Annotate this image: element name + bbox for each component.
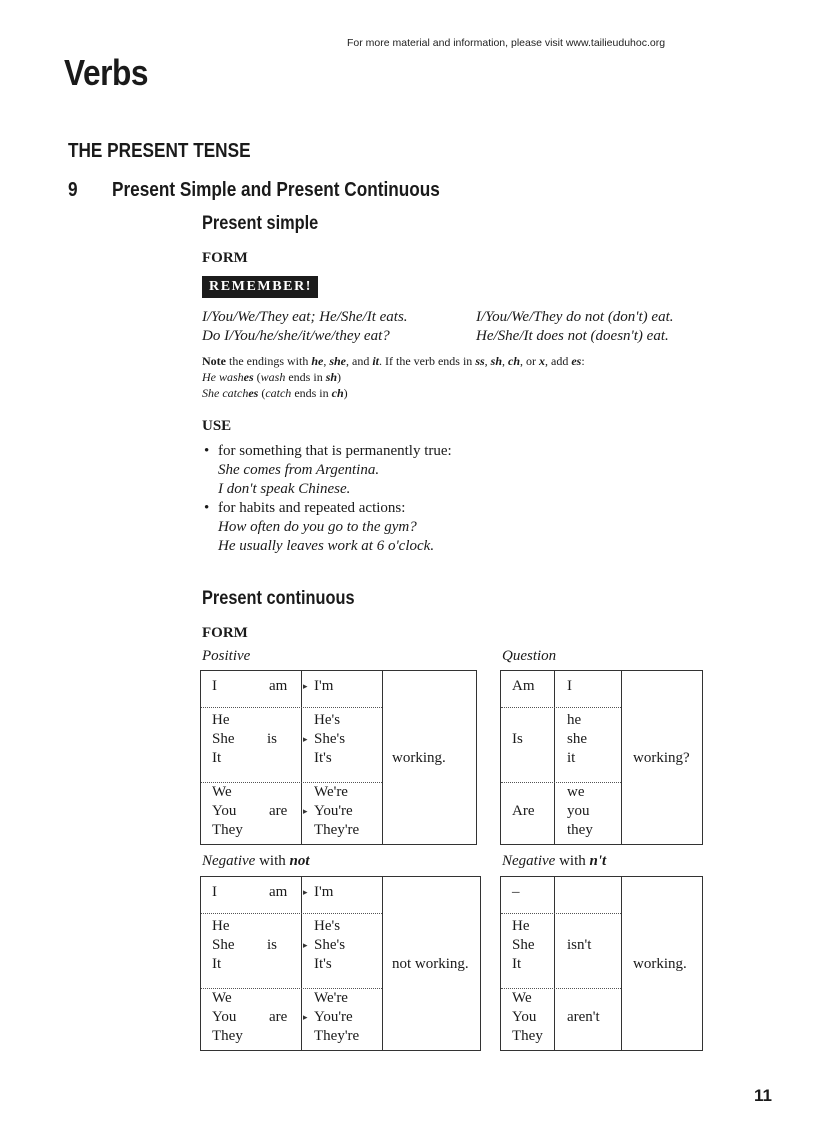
note-example-word: catch (265, 386, 292, 400)
note-text: : (581, 354, 585, 368)
use-item-text: for something that is permanently true: (218, 443, 452, 459)
contraction-cell: It's (314, 750, 332, 766)
remember-badge: REMEMBER! (202, 276, 318, 298)
subject-cell: It (212, 956, 222, 972)
subject-cell: he (567, 712, 582, 728)
row-divider (201, 913, 382, 914)
use-item-text: for habits and repeated actions: (218, 500, 406, 516)
use-item (204, 499, 452, 518)
subject-cell: it (567, 750, 576, 766)
note-she: she (329, 354, 346, 368)
page-number: 11 (754, 1086, 772, 1105)
note-example-text: ) (337, 370, 342, 384)
subject-cell: We (512, 990, 532, 1006)
note-text: , or (520, 354, 539, 368)
note-label: Note (202, 354, 226, 368)
column-divider (382, 877, 383, 1050)
note-sh: sh (490, 354, 502, 368)
note-example-text: ends in (285, 370, 326, 384)
note-example-word: wash (260, 370, 286, 384)
use-list (204, 442, 452, 556)
use-example: She comes from Argentina. (218, 462, 380, 478)
note-ss: ss (475, 354, 485, 368)
verb-cell: Am (512, 678, 535, 694)
note-text: . If the verb ends in (379, 354, 476, 368)
subject-cell: They (212, 822, 243, 838)
remember-line-left-2: Do I/You/he/she/it/we/they eat? (202, 328, 390, 344)
contraction-cell: You're (314, 1009, 353, 1025)
note-line (202, 354, 585, 369)
subject-cell: It (512, 956, 522, 972)
contraction-cell: She's (314, 731, 346, 747)
note-example-text: ) (343, 386, 348, 400)
section-title: THE PRESENT TENSE (68, 140, 251, 162)
note-example-ending: ch (331, 386, 344, 400)
note-text: , (502, 354, 508, 368)
contraction-cell: You're (314, 803, 353, 819)
use-label: USE (202, 418, 232, 434)
subject-cell: He (512, 918, 530, 934)
negative-nt-caption (502, 853, 606, 870)
note-example-text: He wash (202, 370, 244, 384)
bullet-icon: • (204, 443, 210, 459)
contraction-cell: They're (314, 822, 360, 838)
subject-cell: you (567, 803, 590, 819)
subject-cell: They (512, 1028, 543, 1044)
arrow-icon: ▸ (303, 887, 308, 897)
column-divider (621, 877, 622, 1050)
question-table (500, 670, 703, 845)
subject-cell: He (212, 918, 230, 934)
negative-caption-keyword: not (289, 853, 310, 869)
note-example (202, 370, 341, 385)
note-text: , (484, 354, 491, 368)
note-he: he (311, 354, 324, 368)
verb-cell: am (269, 678, 288, 694)
note-example-text: ends in (291, 386, 332, 400)
contraction-cell: We're (314, 784, 348, 800)
column-divider (382, 671, 383, 844)
note-text: , (323, 354, 330, 368)
ending-cell: not working. (392, 956, 469, 972)
ending-cell: working? (633, 750, 690, 766)
negative-caption-text: Negative (202, 853, 256, 869)
verb-cell: Is (512, 731, 523, 747)
column-divider (554, 877, 555, 1050)
negative-caption-text: Negative (502, 853, 556, 869)
subject-cell: She (212, 731, 235, 747)
ending-cell: working. (392, 750, 446, 766)
note-text: the endings with (226, 354, 312, 368)
column-divider (301, 877, 302, 1050)
bullet-icon: • (204, 500, 210, 516)
unit-title: Present Simple and Present Continuous (112, 179, 440, 201)
unit-number: 9 (68, 179, 78, 201)
present-simple-heading: Present simple (202, 213, 319, 234)
verb-cell: is (267, 937, 278, 953)
subject-cell: We (212, 784, 232, 800)
verb-cell: is (267, 731, 278, 747)
note-ch: ch (508, 354, 520, 368)
verb-cell: am (269, 884, 288, 900)
arrow-icon: ▸ (303, 806, 308, 816)
subject-cell: We (212, 990, 232, 1006)
subject-cell: They (212, 1028, 243, 1044)
ending-cell: working. (633, 956, 687, 972)
subject-cell: She (212, 937, 235, 953)
subject-cell: She (512, 937, 535, 953)
negative-caption-text: with (555, 853, 590, 869)
verb-cell: are (269, 1009, 288, 1025)
row-divider (201, 707, 382, 708)
use-item (204, 442, 452, 461)
row-divider (501, 913, 621, 914)
arrow-icon: ▸ (303, 1012, 308, 1022)
contraction-cell: We're (314, 990, 348, 1006)
note-example-ending: es (243, 370, 254, 384)
column-divider (621, 671, 622, 844)
header-visit-line: For more material and information, please visit www.tailieuduhoc.org (347, 37, 666, 49)
negative-nt-table (500, 876, 703, 1051)
subject-cell: It (212, 750, 222, 766)
chapter-title: Verbs (64, 52, 149, 93)
question-caption-text: Question (502, 648, 557, 664)
use-example: I don't speak Chinese. (218, 481, 351, 497)
contraction-cell: They're (314, 1028, 360, 1044)
negative-caption-keyword: n't (589, 853, 607, 869)
verb-cell: aren't (567, 1009, 600, 1025)
question-caption (502, 648, 556, 665)
subject-cell: they (567, 822, 593, 838)
note-text: , and (346, 354, 373, 368)
subject-cell: You (512, 1009, 537, 1025)
remember-line-left-1: I/You/We/They eat; He/She/It eats. (202, 309, 408, 325)
subject-cell: I (212, 884, 217, 900)
remember-line-right-1: I/You/We/They do not (don't) eat. (476, 309, 674, 325)
row-divider (501, 782, 621, 783)
negative-not-table (200, 876, 481, 1051)
note-it: it (372, 354, 379, 368)
contraction-cell: She's (314, 937, 346, 953)
use-example: How often do you go to the gym? (218, 519, 417, 535)
subject-cell: she (567, 731, 587, 747)
subject-cell: He (212, 712, 230, 728)
positive-caption-text: Positive (202, 648, 251, 664)
positive-table (200, 670, 477, 845)
note-example-text: She catch (202, 386, 249, 400)
column-divider (301, 671, 302, 844)
present-simple-form-label: FORM (202, 250, 248, 266)
contraction-cell: It's (314, 956, 332, 972)
subject-cell: we (567, 784, 585, 800)
present-continuous-form-label: FORM (202, 625, 248, 641)
note-example (202, 386, 348, 401)
verb-cell: isn't (567, 937, 592, 953)
arrow-icon: ▸ (303, 940, 308, 950)
row-divider (501, 707, 621, 708)
verb-cell: are (269, 803, 288, 819)
note-example-ending: sh (325, 370, 338, 384)
note-example-text: ( (253, 370, 261, 384)
use-example: He usually leaves work at 6 o'clock. (218, 538, 435, 554)
contraction-cell: He's (314, 918, 341, 934)
verb-cell: Are (512, 803, 535, 819)
subject-cell: – (512, 884, 520, 900)
contraction-cell: I'm (314, 884, 334, 900)
note-x: x (539, 354, 545, 368)
contraction-cell: I'm (314, 678, 334, 694)
remember-line-right-2: He/She/It does not (doesn't) eat. (476, 328, 669, 344)
contraction-cell: He's (314, 712, 341, 728)
negative-caption-text: with (255, 853, 290, 869)
subject-cell: You (212, 1009, 237, 1025)
negative-not-caption (202, 853, 310, 870)
positive-caption (202, 648, 250, 665)
subject-cell: You (212, 803, 237, 819)
arrow-icon: ▸ (303, 734, 308, 744)
note-text: , add (545, 354, 572, 368)
note-example-ending: es (248, 386, 259, 400)
subject-cell: I (567, 678, 572, 694)
arrow-icon: ▸ (303, 681, 308, 691)
note-es: es (571, 354, 582, 368)
present-continuous-heading: Present continuous (202, 588, 355, 609)
note-example-text: ( (258, 386, 266, 400)
subject-cell: I (212, 678, 217, 694)
column-divider (554, 671, 555, 844)
